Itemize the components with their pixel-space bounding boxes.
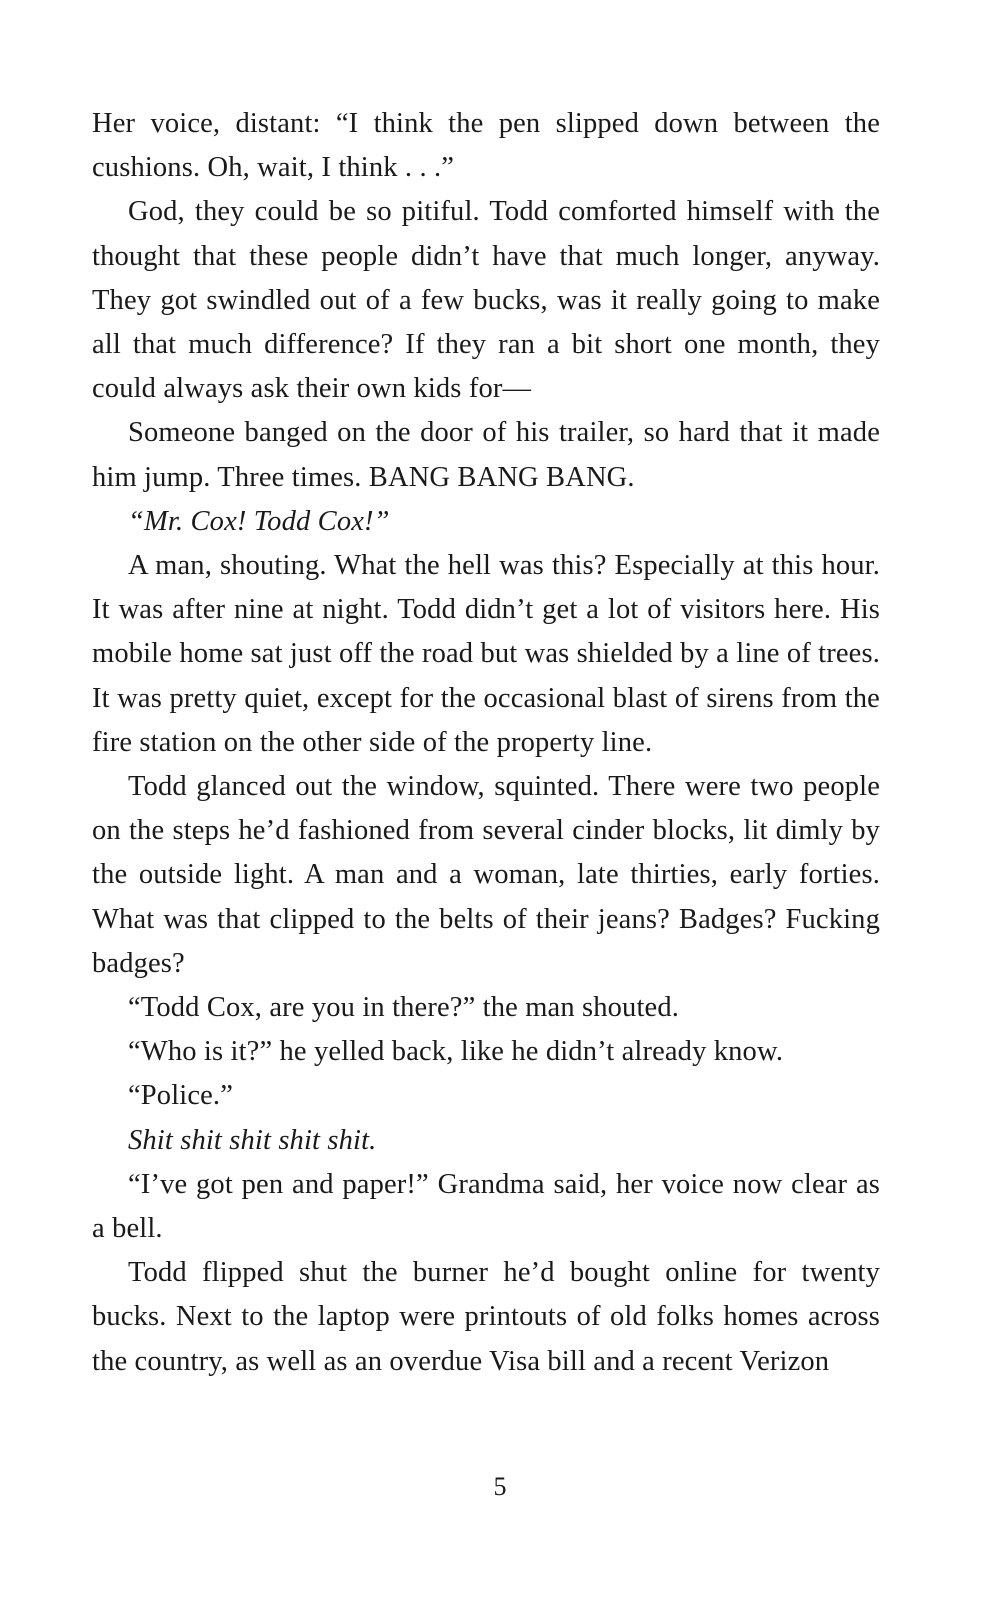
paragraph: Her voice, distant: “I think the pen slipped down between the cushions. Oh, wait, I think . . .”: [92, 108, 880, 184]
paragraph: “I’ve got pen and paper!” Grandma said, her voice now clear as a bell.: [92, 1168, 880, 1245]
paragraph: “Todd Cox, are you in there?” the man shouted.: [128, 992, 679, 1024]
paragraph: “Who is it?” he yelled back, like he didn’t already know.: [128, 1036, 784, 1068]
paragraph: Todd flipped shut the burner he’d bought online for twenty bucks. Next to the laptop were printouts of old folks homes across the country, as well as an overdue Visa bill and a recent Verizon: [92, 1257, 880, 1377]
paragraph: Someone banged on the door of his trailer, so hard that it made him jump. Three times. BANG BANG BANG.: [92, 417, 880, 493]
paragraph: God, they could be so pitiful. Todd comforted himself with the thought that these people didn’t have that much longer, anyway. They got swindled out of a few bucks, was it really going to make all that much difference? If they ran a bit short one month, they could always ask their own kids for—: [92, 196, 880, 405]
paragraph-italic: “Mr. Cox! Todd Cox!”: [128, 505, 390, 537]
paragraph-italic: Shit shit shit shit shit.: [128, 1124, 377, 1156]
paragraph: Todd glanced out the window, squinted. There were two people on the steps he’d fashioned from several cinder blocks, lit dimly by the outside light. A man and a woman, late thirties, early forties. What was that clipped to the belts of their jeans? Badges? Fucking badges?: [92, 771, 880, 979]
paragraph: “Police.”: [128, 1080, 234, 1112]
body-text: [92, 102, 880, 1384]
paragraph: A man, shouting. What the hell was this? Especially at this hour. It was after nine at night. Todd didn’t get a lot of visitors here. His mobile home sat just off the road but was shielded by a line of trees. It was pretty quiet, except for the occasional blast of sirens from the fire station on the other side of the property line.: [92, 550, 881, 758]
page-number: 5: [493, 1472, 507, 1501]
